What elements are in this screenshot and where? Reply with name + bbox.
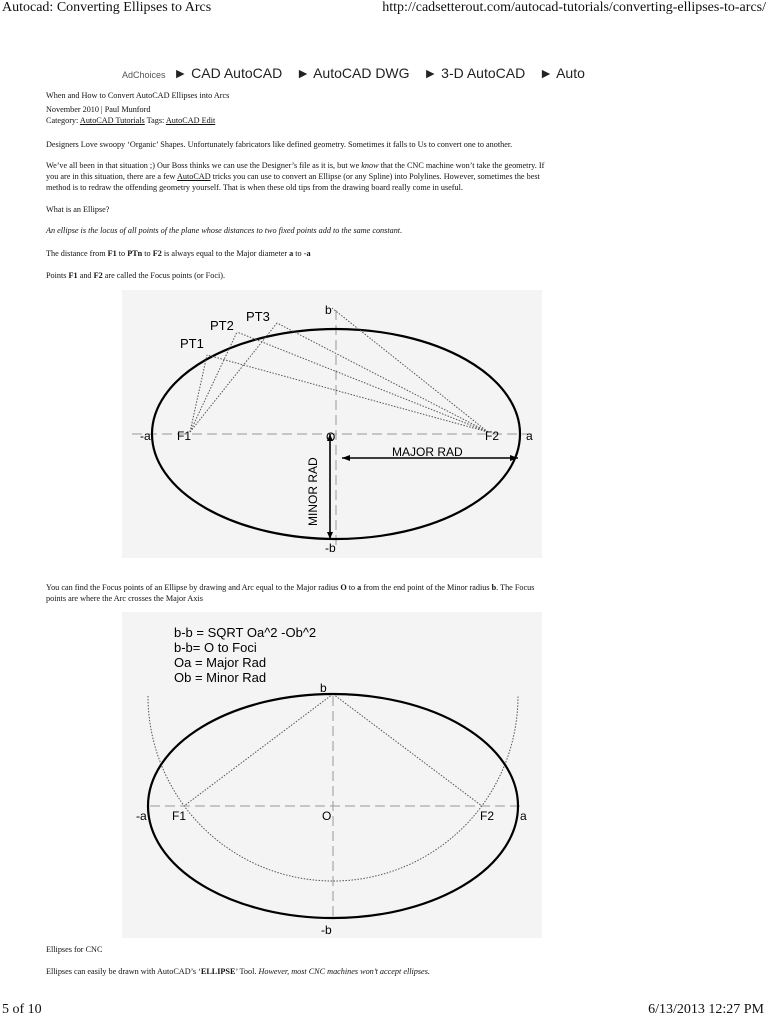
label-a: a — [526, 429, 533, 443]
label-b: b — [320, 681, 327, 695]
paragraph-situation: We’ve all been in that situation ;) Our Boss thinks we can use the Designer’s file as it is, but we know that the CNC machine won’t take the geometry. If you are in this situation, there are a few AutoCAD tricks you can use to convert an Ellipse (or any Spline) into Polylines. However, sometimes the best method is to redraw the offending geometry yourself. That is when these old tips from the drawing board really come in useful. — [46, 161, 545, 192]
label-neg-a: -a — [136, 809, 147, 823]
page-url: http://cadsetterout.com/autocad-tutorials/converting-ellipses-to-arcs/ — [382, 0, 766, 15]
section-question: What is an Ellipse? — [46, 205, 110, 214]
formula-line: b-b = SQRT Oa^2 -Ob^2 — [174, 625, 317, 640]
label-neg-b: -b — [325, 541, 336, 555]
formula-line: Oa = Major Rad — [174, 655, 267, 670]
ad-link[interactable]: ► 3-D AutoCAD — [423, 65, 526, 81]
label-o: O — [326, 430, 336, 444]
ad-link[interactable]: ► AutoCAD DWG — [296, 65, 410, 81]
intro-paragraph: Designers Love swoopy ‘Organic’ Shapes. Unfortunately fabricators like defined geometry. Sometimes it falls to Us to convert one to another. — [46, 140, 513, 149]
distance-statement: The distance from F1 to PTn to F2 is always equal to the Major diameter a to -a — [46, 249, 311, 258]
label-pt1: PT1 — [180, 336, 204, 351]
label-o: O — [322, 809, 332, 823]
label-neg-a: -a — [140, 429, 151, 443]
formula-line: b-b= O to Foci — [174, 640, 257, 655]
byline: November 2010 | Paul Munford — [46, 105, 151, 114]
category-line — [46, 115, 666, 126]
page-number: 5 of 10 — [2, 1002, 42, 1017]
ad-link[interactable]: ► Auto — [539, 65, 585, 81]
ellipse-foci-diagram — [122, 290, 542, 558]
label-major-rad: MAJOR RAD — [392, 445, 463, 459]
ad-bar — [122, 60, 585, 81]
label-minor-rad: MINOR RAD — [306, 457, 320, 526]
category-link[interactable]: AutoCAD Tutorials — [79, 116, 145, 125]
print-datetime: 6/13/2013 12:27 PM — [648, 1002, 764, 1017]
focus-method-paragraph: You can find the Focus points of an Ellipse by drawing and Arc equal to the Major radius O to a from the end point of the Minor radius b. The Focus points are where the Arc crosses the Major Axis — [46, 583, 535, 603]
label-neg-b: -b — [321, 923, 332, 937]
label-pt3: PT3 — [246, 309, 270, 324]
tag-link[interactable]: AutoCAD Edit — [165, 116, 216, 125]
ad-link[interactable]: ► CAD AutoCAD — [173, 65, 283, 81]
page-title: Autocad: Converting Ellipses to Arcs — [2, 0, 212, 15]
ad-choices-label[interactable]: AdChoices — [122, 70, 166, 80]
autocad-link[interactable]: AutoCAD — [176, 172, 211, 181]
cnc-paragraph: Ellipses can easily be drawn with AutoCAD’s ‘ELLIPSE’ Tool. However, most CNC machines won’t accept ellipses. — [46, 967, 430, 976]
label-f2: F2 — [480, 809, 495, 823]
tags-label: Tags: — [146, 116, 165, 125]
label-b: b — [325, 303, 332, 317]
label-f1: F1 — [172, 809, 187, 823]
article-title: When and How to Convert AutoCAD Ellipses into Arcs — [46, 91, 230, 100]
section-cnc-heading: Ellipses for CNC — [46, 945, 103, 954]
category-label: Category: — [46, 116, 79, 125]
formula-line: Ob = Minor Rad — [174, 670, 267, 685]
focus-construction-diagram — [122, 612, 542, 938]
label-f1: F1 — [177, 429, 192, 443]
ellipse-definition: An ellipse is the locus of all points of the plane whose distances to two fixed points add to the same constant. — [46, 226, 403, 235]
label-f2: F2 — [485, 429, 500, 443]
diagram-background — [122, 290, 542, 558]
label-pt2: PT2 — [210, 318, 234, 333]
foci-statement: Points F1 and F2 are called the Focus points (or Foci). — [46, 271, 225, 280]
label-a: a — [520, 809, 527, 823]
